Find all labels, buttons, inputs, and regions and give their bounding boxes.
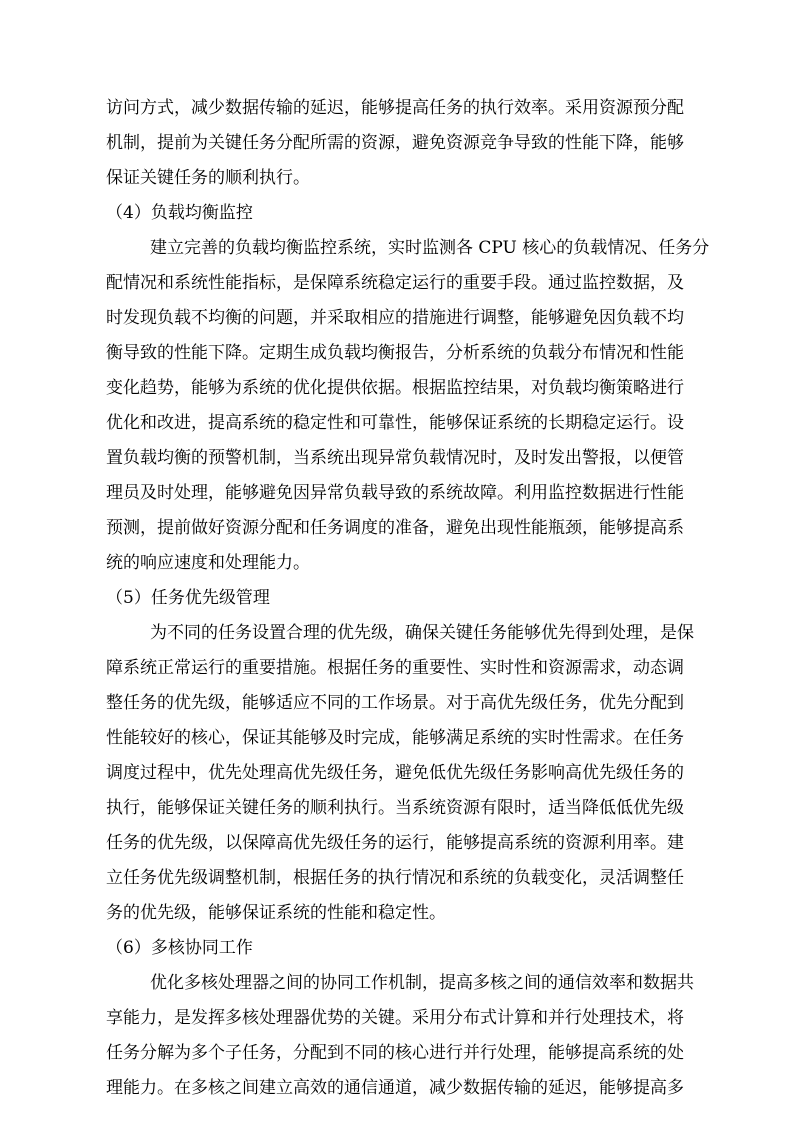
paragraph-line: 机制，提前为关键任务分配所需的资源，避免资源竞争导致的性能下降，能够 (106, 133, 684, 153)
paragraph-line: 任务分解为多个子任务，分配到不同的核心进行并行处理，能够提高系统的处 (106, 1043, 684, 1063)
paragraph-line: 理能力。在多核之间建立高效的通信通道，减少数据传输的延迟，能够提高多 (106, 1078, 684, 1098)
paragraph-line: 预测，提前做好资源分配和任务调度的准备，避免出现性能瓶颈，能够提高系 (106, 518, 684, 538)
paragraph-line: 访问方式，减少数据传输的延迟，能够提高任务的执行效率。采用资源预分配 (106, 98, 684, 118)
paragraph-line: 变化趋势，能够为系统的优化提供依据。根据监控结果，对负载均衡策略进行 (106, 378, 684, 398)
paragraph-line: 享能力，是发挥多核处理器优势的关键。采用分布式计算和并行处理技术，将 (106, 1008, 684, 1028)
paragraph-line: 障系统正常运行的重要措施。根据任务的重要性、实时性和资源需求，动态调 (106, 658, 684, 678)
paragraph-line: 统的响应速度和处理能力。 (106, 553, 310, 573)
paragraph-line: 任务的优先级，以保障高优先级任务的运行，能够提高系统的资源利用率。建 (106, 833, 684, 853)
paragraph-line: 置负载均衡的预警机制，当系统出现异常负载情况时，及时发出警报，以便管 (106, 448, 684, 468)
paragraph-line: 配情况和系统性能指标，是保障系统稳定运行的重要手段。通过监控数据，及 (106, 273, 684, 293)
section-heading-5: （5）任务优先级管理 (106, 588, 270, 608)
paragraph-line: 理员及时处理，能够避免因异常负载导致的系统故障。利用监控数据进行性能 (106, 483, 684, 503)
paragraph-line: 时发现负载不均衡的问题，并采取相应的措施进行调整，能够避免因负载不均 (106, 308, 684, 328)
paragraph-line: 立任务优先级调整机制，根据任务的执行情况和系统的负载变化，灵活调整任 (106, 868, 684, 888)
paragraph-line: 优化多核处理器之间的协同工作机制，提高多核之间的通信效率和数据共 (150, 973, 694, 993)
section-heading-4: （4）负载均衡监控 (106, 203, 253, 223)
paragraph-line: 整任务的优先级，能够适应不同的工作场景。对于高优先级任务，优先分配到 (106, 693, 684, 713)
paragraph-line: 优化和改进，提高系统的稳定性和可靠性，能够保证系统的长期稳定运行。设 (106, 413, 684, 433)
paragraph-line: 务的优先级，能够保证系统的性能和稳定性。 (106, 903, 446, 923)
paragraph-line: 性能较好的核心，保证其能够及时完成，能够满足系统的实时性需求。在任务 (106, 728, 684, 748)
paragraph-line: 建立完善的负载均衡监控系统，实时监测各 CPU 核心的负载情况、任务分 (150, 238, 710, 258)
paragraph-line: 为不同的任务设置合理的优先级，确保关键任务能够优先得到处理，是保 (150, 623, 694, 643)
paragraph-line: 保证关键任务的顺利执行。 (106, 168, 310, 188)
section-heading-6: （6）多核协同工作 (106, 938, 253, 958)
paragraph-line: 执行，能够保证关键任务的顺利执行。当系统资源有限时，适当降低低优先级 (106, 798, 684, 818)
paragraph-line: 调度过程中，优先处理高优先级任务，避免低优先级任务影响高优先级任务的 (106, 763, 684, 783)
paragraph-line: 衡导致的性能下降。定期生成负载均衡报告，分析系统的负载分布情况和性能 (106, 343, 684, 363)
